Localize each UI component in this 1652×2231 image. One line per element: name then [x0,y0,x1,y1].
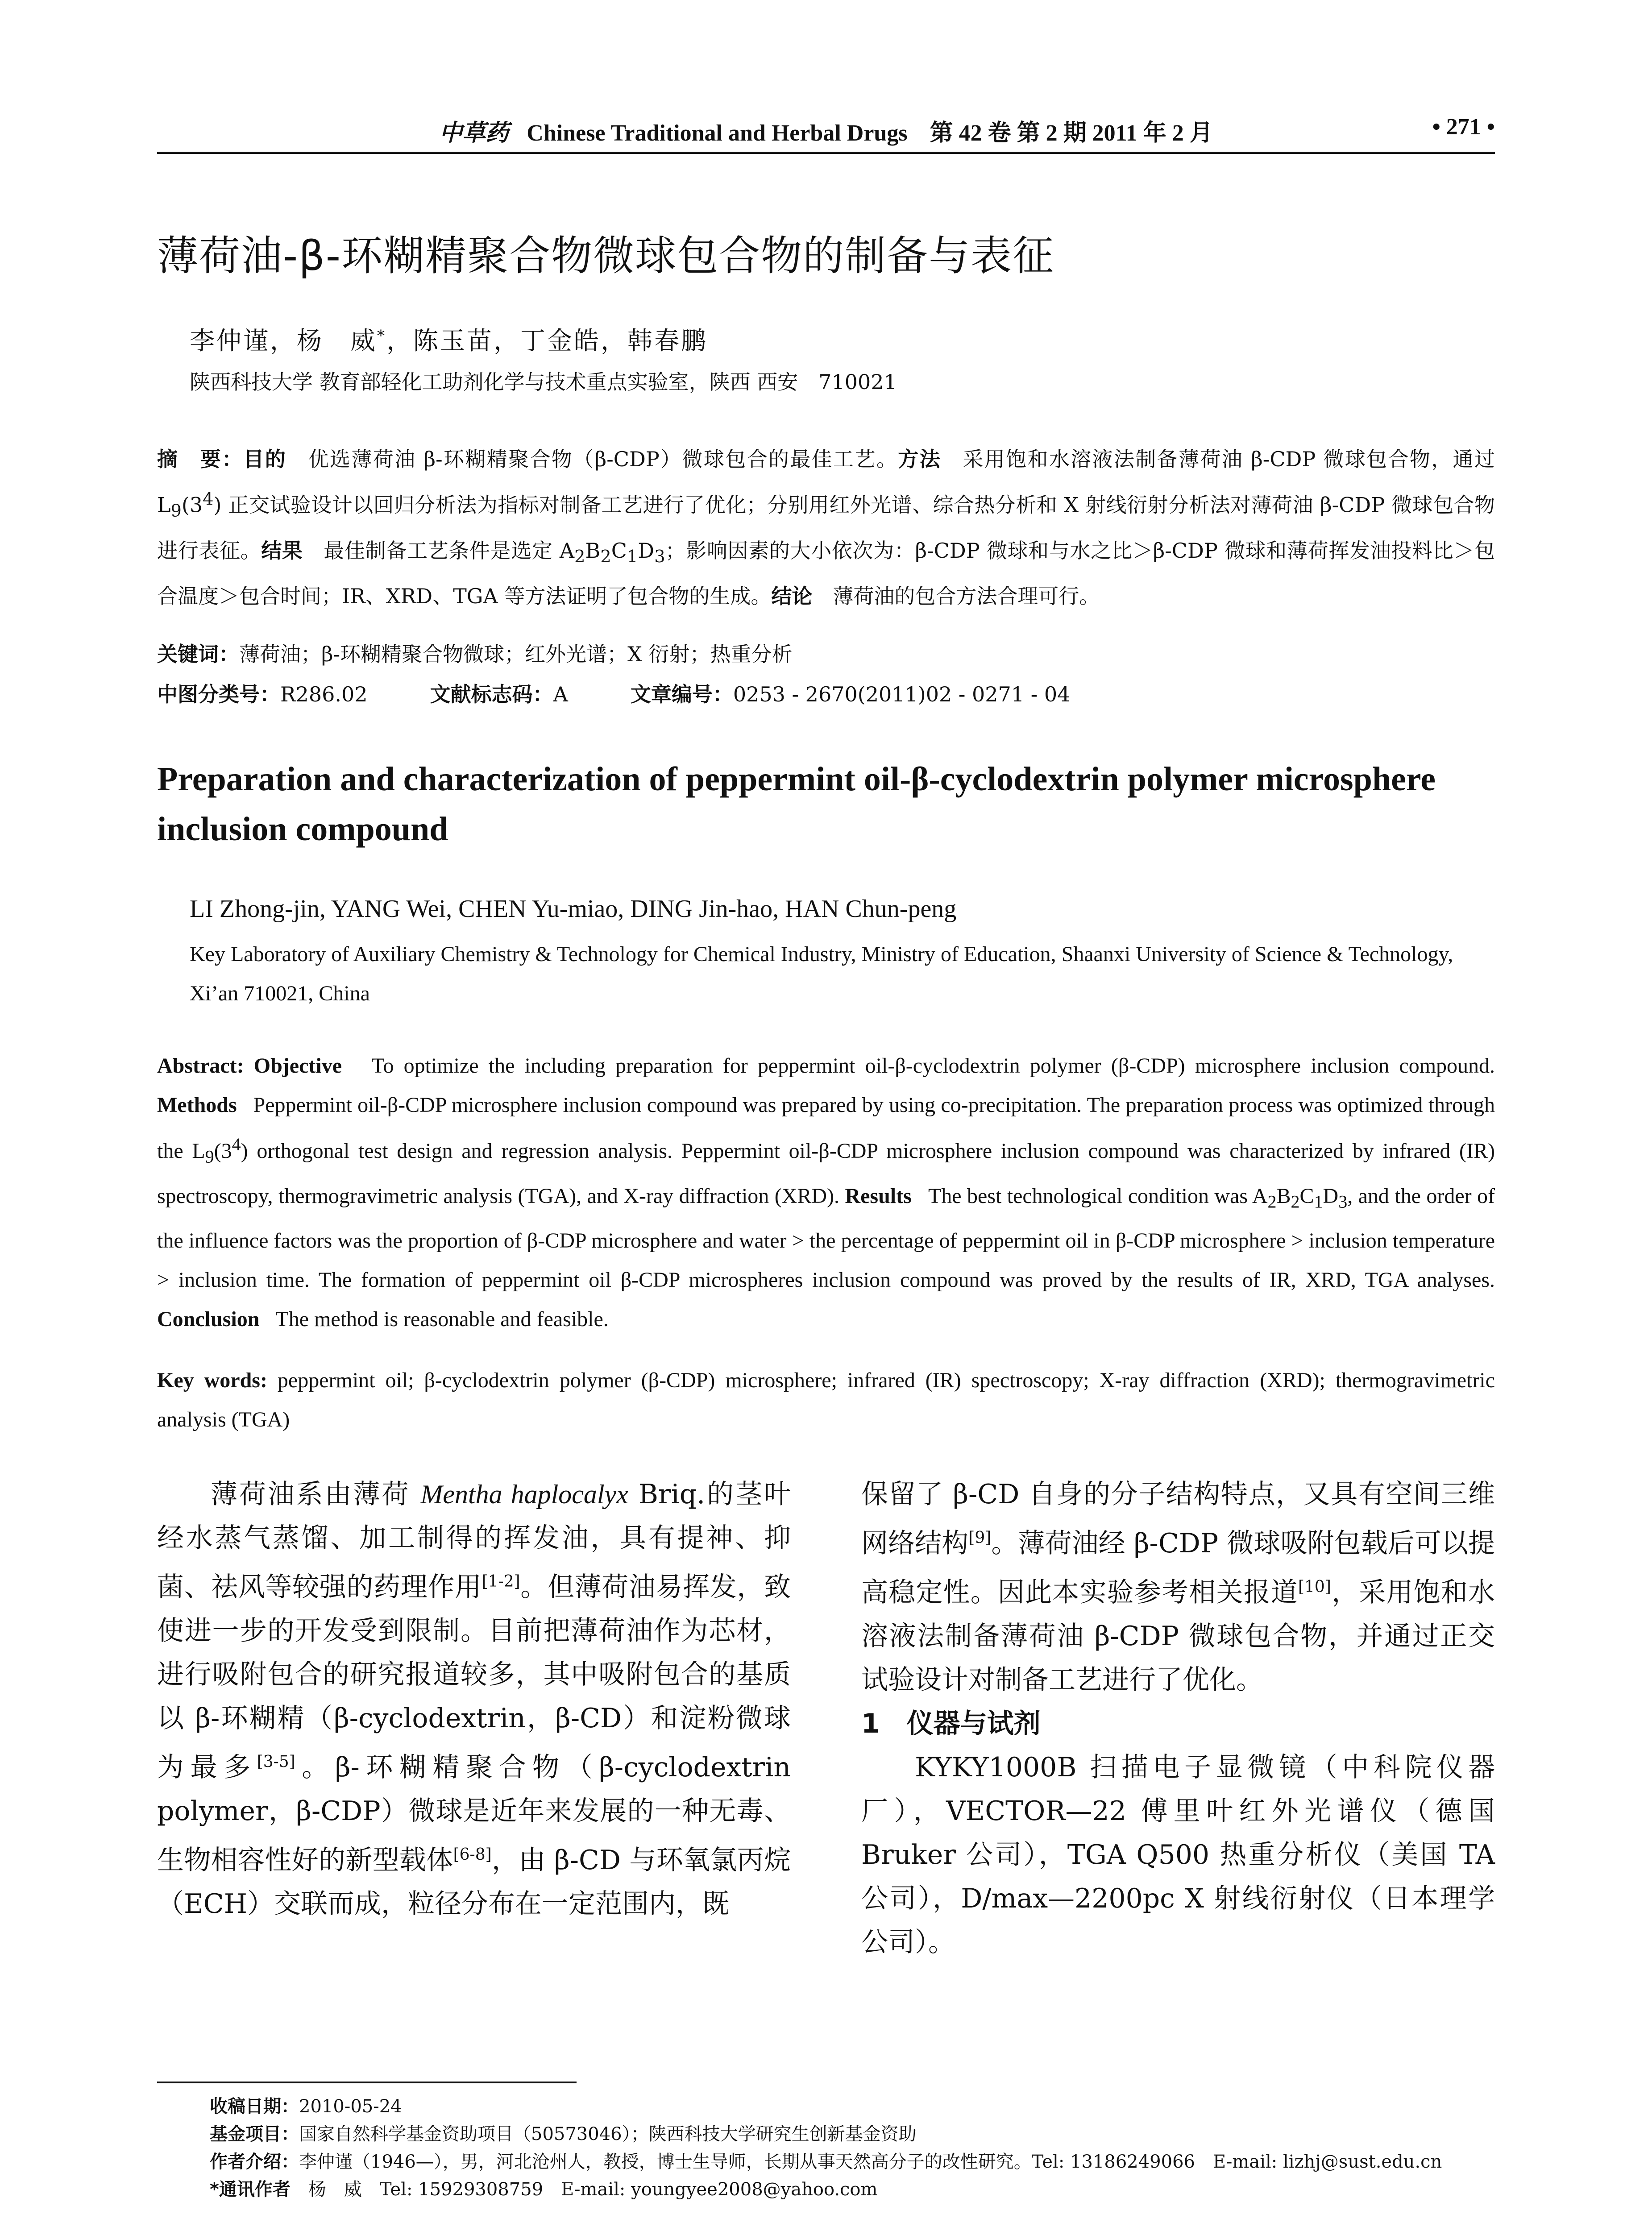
section-heading: 1 仪器与试剂 [861,1708,1041,1739]
keywords-cn: 关键词：薄荷油；β-环糊精聚合物微球；红外光谱；X 衍射；热重分析 [157,642,793,666]
issue-info: 第 42 卷 第 2 期 2011 年 2 月 [930,120,1213,146]
classification-cn: 中图分类号：R286.02 文献标志码：A 文章编号：0253 - 2670(2011)02 - 0271 - 04 [157,682,1071,706]
abstract-label: 摘 要： [157,447,244,471]
authors-cn: 李仲谨，杨 威*，陈玉苗，丁金皓，韩春鹏 [190,327,708,356]
citation: [3-5] [257,1753,295,1771]
abstract-cn: 摘 要：目的 优选薄荷油 β-环糊精聚合物（β-CDP）微球包合的最佳工艺。方法 采用饱和水溶液法制备薄荷油 β-CDP 微球包合物，通过 $L_9(3^4)$ 正交试验设计以回归分析法为指标对制备工艺进行了优化；分别用红外光谱、综合热分析和 X 射线衍射分析法对薄荷油 β-CDP 微球包合物进行表征。结果 最佳制备工艺条件是选定 $A_2B_2C_1D_3$；影响因素的大小依次为：β-CDP 微球和与水之比＞β-CDP 微球和薄荷挥发油投料比＞包合温度＞包合时间；IR、XRD、TGA 等方法证明了包合物的生成。结论 薄荷油的包合方法合理可行。 [157,447,1495,608]
abstract-en: Abstract: Objective To optimize the including preparation for peppermint oil-β-cyclodextrin polymer (β-CDP) microsphere inclusion compound. Methods Peppermint oil-β-CDP microsphere inclusion compound was prepared by using co-precipitation. The preparation process was optimized through the $L_9(3^4)$ orthogonal test design and regression analysis. Peppermint oil-β-CDP microsphere inclusion compound was characterized by infrared (IR) spectroscopy, thermogravimetric analysis (TGA), and X-ray diffraction (XRD). Results The best technological condition was $A_2B_2C_1D_3$, and the order of the influence factors was the proportion of β-CDP microsphere and water > the percentage of peppermint oil in β-CDP microsphere > inclusion temperature > inclusion time. The formation of peppermint oil β-CDP microspheres inclusion compound was proved by the results of IR, XRD, TGA analyses. Conclusion The method is reasonable and feasible. [157,1054,1495,1331]
footnote-author-bio: 作者介绍：李仲谨（1946—），男，河北沧州人，教授，博士生导师，长期从事天然高分子的改性研究。Tel: 13186249066 E-mail: lizhj@sust.edu.cn [210,2152,1442,2172]
citation: [10] [1298,1578,1331,1596]
footnote-rule [157,2082,577,2083]
footnote-corresponding: *通讯作者 杨 威 Tel: 15929308759 E-mail: youngyee2008@yahoo.com [210,2179,878,2200]
title-cn: 薄荷油-β-环糊精聚合物微球包合物的制备与表征 [157,232,1055,280]
body-column-right [861,1472,1495,1964]
keywords-en: Key words: peppermint oil; β-cyclodextrin polymer (β-CDP) microsphere; infrared (IR) spectroscopy; X-ray diffraction (XRD); thermogravimetric analysis (TGA) [157,1368,1495,1431]
affiliation-en: Key Laboratory of Auxiliary Chemistry & Technology for Chemical Industry, Ministry of Education, Shaanxi University of Science & Technology, Xi’an 710021, China [190,942,1453,1005]
clc-number: R286.02 [280,682,368,706]
running-header [157,114,1495,145]
corresponding-mark: * [377,327,386,345]
body-paragraph: 保留了 β-CD 自身的分子结构特点，又具有空间三维网络结构[9]。薄荷油经 β-CDP 微球吸附包载后可以提高稳定性。因此本实验参考相关报道[10]，采用饱和水溶液法制备薄荷油 β-CDP 微球包合物，并通过正交试验设计对制备工艺进行了优化。 [861,1479,1495,1696]
citation: [6-8] [453,1845,492,1864]
journal-name-en: Chinese Traditional and Herbal Drugs [527,120,908,146]
citation: [9] [968,1529,992,1547]
footnotes [210,2093,1495,2203]
species-name: Mentha haplocalyx [420,1480,628,1509]
document-code: A [553,682,568,706]
body-paragraph: 薄荷油系由薄荷 Mentha haplocalyx Briq.的茎叶经水蒸气蒸馏、加工制得的挥发油，具有提神、抑菌、祛风等较强的药理作用[1-2]。但薄荷油易挥发，致使进一步的开发受到限制。目前把薄荷油作为芯材，进行吸附包合的研究报道较多，其中吸附包合的基质以 β-环糊精（β-cyclodextrin，β-CD）和淀粉微球为最多[3-5]。β-环糊精聚合物（β-cyclodextrin polymer，β-CDP）微球是近年来发展的一种无毒、生物相容性好的新型载体[6-8]，由 β-CD 与环氧氯丙烷（ECH）交联而成，粒径分布在一定范围内，既 [157,1479,791,1920]
authors-en: LI Zhong-jin, YANG Wei, CHEN Yu-miao, DING Jin-hao, HAN Chun-peng [190,895,957,923]
footnote-received: 收稿日期：2010-05-24 [210,2096,402,2117]
citation: [1-2] [481,1572,520,1591]
journal-name-cn: 中草药 [439,119,509,146]
article-number: 0253 - 2670(2011)02 - 0271 - 04 [733,682,1071,706]
body-paragraph: KYKY1000B 扫描电子显微镜（中科院仪器厂），VECTOR—22 傅里叶红外光谱仪（德国 Bruker 公司），TGA Q500 热重分析仪（美国 TA 公司），D/max—2200pc X 射线衍射仪（日本理学公司）。 [861,1752,1495,1958]
body-column-left [157,1472,791,1926]
affiliation-cn: 陕西科技大学 教育部轻化工助剂化学与技术重点实验室，陕西 西安 710021 [190,370,897,394]
page-number: • 271 • [1432,114,1495,140]
header-rule [157,152,1495,154]
footnote-funding: 基金项目：国家自然科学基金资助项目（50573046）；陕西科技大学研究生创新基金资助 [210,2124,917,2144]
title-en: Preparation and characterization of peppermint oil-β-cyclodextrin polymer microsphere inclusion compound [157,760,1436,848]
